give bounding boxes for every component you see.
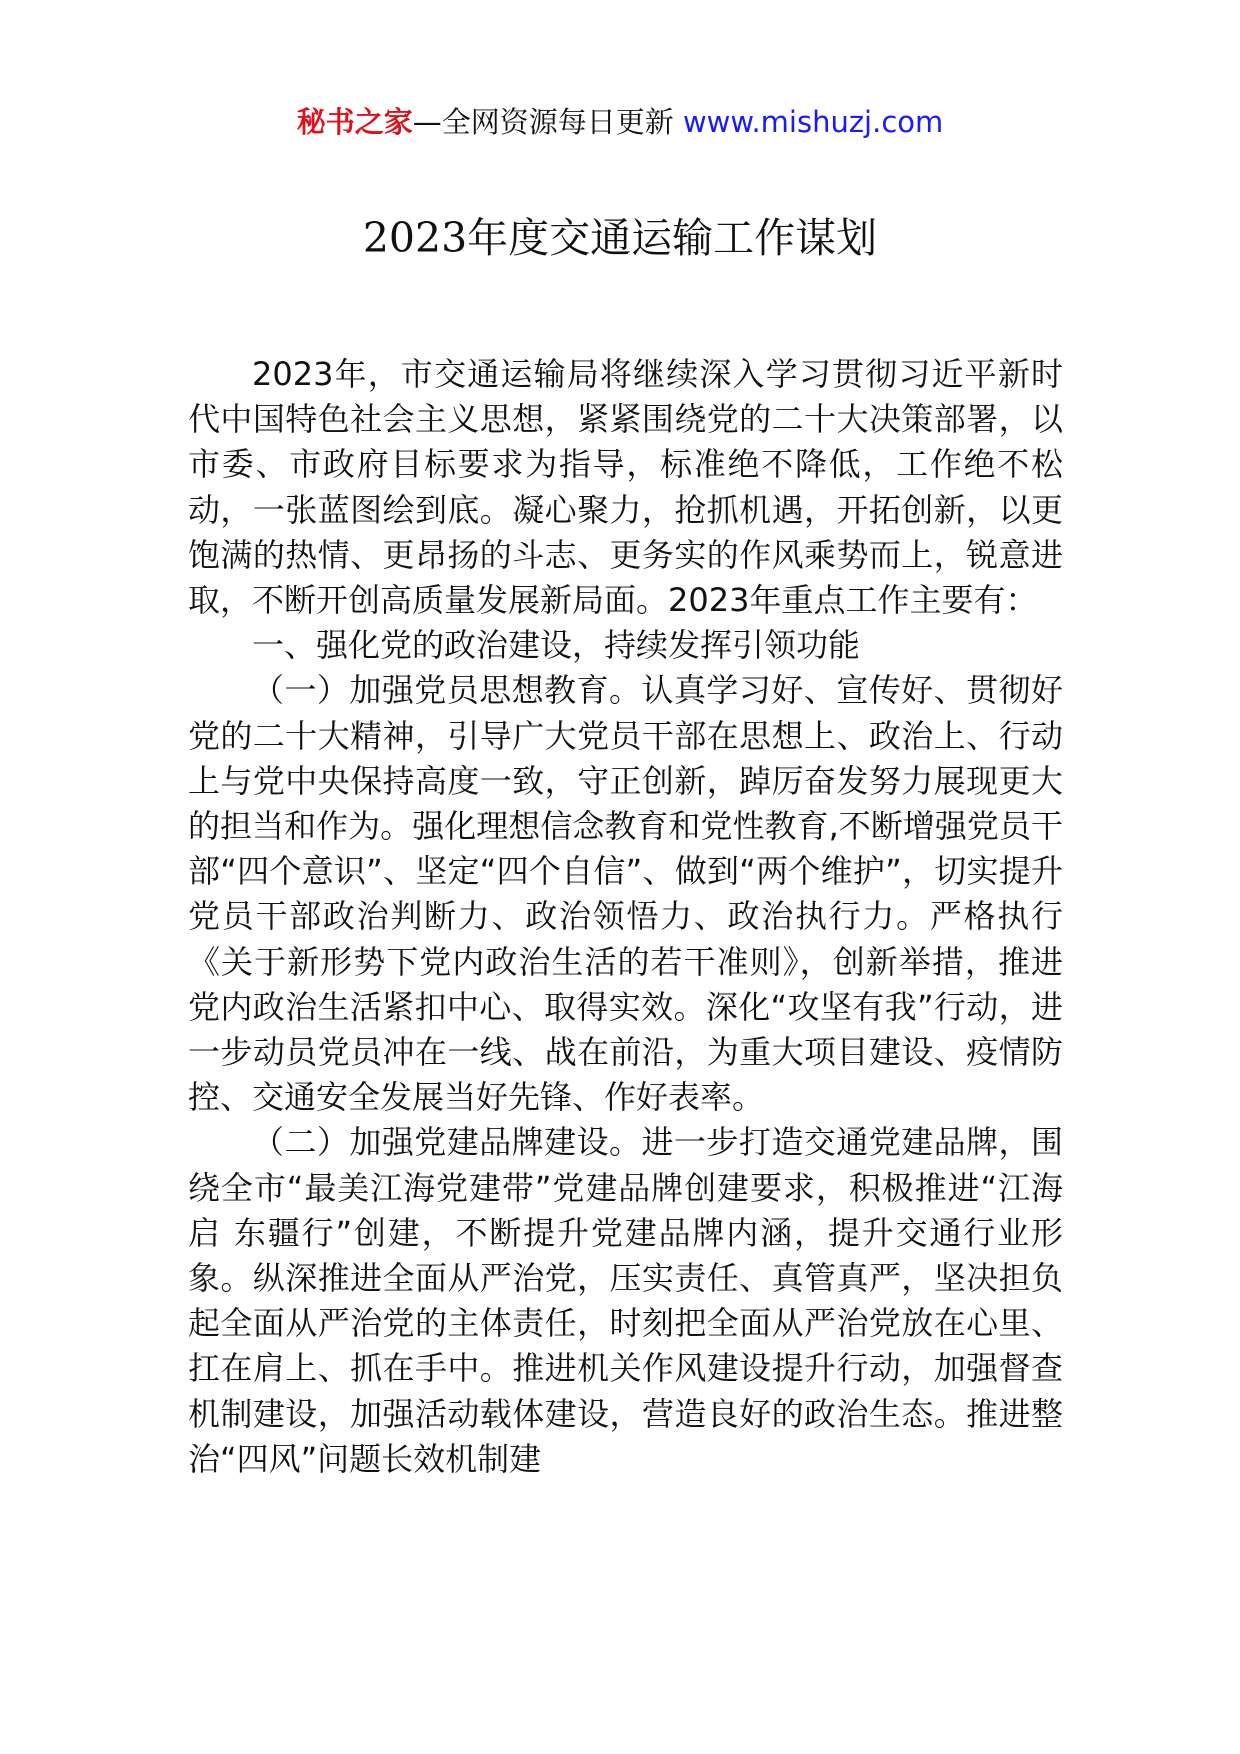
watermark-url[interactable]: www.mishuzj.com [682,105,944,139]
watermark-slogan: —全网资源每日更新 [412,105,674,139]
section-heading: 一、强化党的政治建设，持续发挥引领功能 [252,626,861,665]
subsection-paragraph: （一）加强党员思想教育。认真学习好、宣传好、贯彻好党的二十大精神，引导广大党员干部在思想上、政治上、行动上与党中央保持高度一致，守正创新，踔厉奋发努力展现更大的担当和作为。强化理想信念教育和党性教育,不断增强党员干部“四个意识”、坚定“四个自信”、做到“两个维护”，切实提升党员干部政治判断力、政治领悟力、政治执行力。严格执行《关于新形势下党内政治生活的若干准则》，创新举措，推进党内政治生活紧扣中心、取得实效。深化“攻坚有我”行动，进一步动员党员冲在一线、战在前沿，为重大项目建设、疫情防控、交通安全发展当好先锋、作好表率。 [188,671,1063,1117]
watermark-header [0,100,1240,144]
document-body [188,352,1063,1482]
watermark-brand: 秘书之家 [296,105,413,139]
subsection-paragraph: （二）加强党建品牌建设。进一步打造交通党建品牌，围绕全市“最美江海党建带”党建品牌创建要求，积极推进“江海启 东疆行”创建，不断提升党建品牌内涵，提升交通行业形象。纵深推进全面从严治党，压实责任、真管真严，坚决担负起全面从严治党的主体责任，时刻把全面从严治党放在心里、扛在肩上、抓在手中。推进机关作风建设提升行动，加强督查机制建设，加强活动载体建设，营造良好的政治生态。推进整治“四风”问题长效机制建 [188,1123,1063,1478]
intro-paragraph: 2023年，市交通运输局将继续深入学习贯彻习近平新时代中国特色社会主义思想，紧紧围绕党的二十大决策部署，以市委、市政府目标要求为指导，标准绝不降低，工作绝不松动，一张蓝图绘到底。凝心聚力，抢抓机遇，开拓创新，以更饱满的热情、更昂扬的斗志、更务实的作风乘势而上，锐意进取，不断开创高质量发展新局面。2023年重点工作主要有： [188,355,1063,620]
document-title: 2023年度交通运输工作谋划 [362,214,878,262]
